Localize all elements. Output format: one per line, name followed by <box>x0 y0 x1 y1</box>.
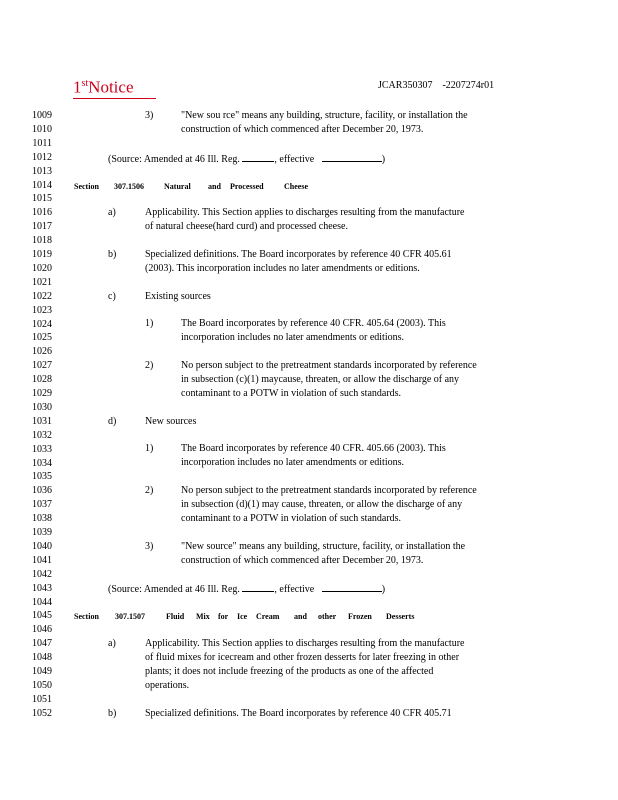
section-heading-word: for <box>218 612 229 621</box>
notice-word: Notice <box>88 77 134 97</box>
line-number: 1030 <box>32 401 52 413</box>
source-prefix: (Source: Amended at 46 Ill. Reg. <box>108 584 240 595</box>
line-number: 1018 <box>32 235 52 247</box>
source-prefix: (Source: Amended at 46 Ill. Reg. <box>108 154 240 165</box>
line-number: 1037 <box>32 499 52 511</box>
line-number: 1035 <box>32 471 52 483</box>
line-number: 1022 <box>32 290 52 302</box>
blank-field <box>322 152 382 162</box>
section-heading-word: Frozen <box>348 612 372 621</box>
text-line: construction of which commenced after December 20, 1973. <box>181 555 424 566</box>
line-number: 1023 <box>32 304 52 316</box>
text-line: in subsection (c)(1) maycause, threaten, or allow the discharge of any <box>181 374 460 385</box>
section-heading-word: Natural <box>164 182 191 191</box>
line-number: 1032 <box>32 429 52 441</box>
document-reference: JCAR350307 -2207274r01 <box>378 80 495 91</box>
section-heading-word: Ice <box>237 612 248 621</box>
line-number: 1049 <box>32 666 52 677</box>
text-line: Specialized definitions. The Board incorporates by reference 40 CFR 405.61 <box>145 249 452 260</box>
line-number: 1029 <box>32 388 52 399</box>
blank-field <box>242 582 274 592</box>
line-number: 1045 <box>32 610 52 622</box>
item-label: 3) <box>145 541 154 552</box>
text-line: construction of which commenced after December 20, 1973. <box>181 124 424 135</box>
line-number: 1048 <box>32 652 52 664</box>
section-heading-word: Mix <box>196 612 210 621</box>
line-number: 1033 <box>32 443 52 455</box>
text-line: Applicability. This Section applies to discharges resulting from the manufacture <box>145 207 465 218</box>
text-line: "New sou rce" means any building, structure, facility, or installation the <box>181 110 468 121</box>
line-number: 1043 <box>32 582 52 594</box>
text-line: incorporation includes no later amendments or editions. <box>181 457 404 468</box>
item-label: a) <box>108 207 116 218</box>
source-close: ) <box>381 584 386 595</box>
line-number: 1020 <box>32 262 52 274</box>
item-label: c) <box>108 291 116 302</box>
line-number: 1025 <box>32 332 52 344</box>
line-number: 1014 <box>32 179 52 191</box>
line-number: 1039 <box>32 527 52 538</box>
section-heading-word: Desserts <box>386 612 415 621</box>
text-line: "New source" means any building, structure, facility, or installation the <box>181 541 466 552</box>
source-effective: , effective <box>274 154 315 165</box>
section-heading-word: Section <box>74 182 99 191</box>
section-heading-word: Cheese <box>284 182 308 191</box>
section-heading-word: Section <box>74 612 99 621</box>
line-number: 1052 <box>32 707 52 719</box>
line-number: 1028 <box>32 374 52 386</box>
item-label: 1) <box>145 443 154 454</box>
line-number: 1026 <box>32 346 52 358</box>
line-number: 1013 <box>32 165 52 177</box>
text-line: incorporation includes no later amendments or editions. <box>181 332 404 343</box>
section-number: 307.1507 <box>115 612 145 621</box>
text-line: contaminant to a POTW in violation of such standards. <box>181 388 402 399</box>
line-number: 1019 <box>32 249 52 260</box>
line-number: 1010 <box>32 123 52 135</box>
source-close: ) <box>381 154 386 165</box>
text-line: No person subject to the pretreatment standards incorporated by reference <box>181 360 477 371</box>
line-number: 1041 <box>32 554 52 566</box>
line-number: 1015 <box>32 193 52 205</box>
line-number: 1042 <box>32 568 52 580</box>
line-number: 1051 <box>32 693 52 705</box>
line-number: 1016 <box>32 207 52 219</box>
text-line: No person subject to the pretreatment standards incorporated by reference <box>181 485 477 496</box>
text-line: Specialized definitions. The Board incorporates by reference 40 CFR 405.71 <box>145 708 452 719</box>
section-heading-word: Processed <box>230 182 264 191</box>
text-line: contaminant to a POTW in violation of such standards. <box>181 513 402 524</box>
line-number: 1050 <box>32 679 52 691</box>
line-number: 1038 <box>32 513 52 525</box>
line-number: 1027 <box>32 360 52 372</box>
item-label: 2) <box>145 360 154 371</box>
text-line: plants; it does not include freezing of the products as one of the affected <box>145 666 434 677</box>
text-line: The Board incorporates by reference 40 CFR. 405.66 (2003). This <box>181 443 446 454</box>
item-label: 3) <box>145 110 154 121</box>
line-number: 1047 <box>32 638 52 650</box>
section-heading-word: Fluid <box>166 612 185 621</box>
section-heading-word: Cream <box>256 612 280 621</box>
line-number: 1036 <box>32 485 52 497</box>
line-number: 1044 <box>32 596 52 608</box>
line-number: 1012 <box>32 151 52 163</box>
line-number: 1011 <box>32 137 52 149</box>
text-line: Existing sources <box>145 291 211 302</box>
source-note <box>108 152 385 165</box>
line-number: 1017 <box>32 221 52 233</box>
section-heading-word: and <box>208 182 221 191</box>
item-label: d) <box>108 416 117 427</box>
notice-suffix: st <box>81 78 89 89</box>
item-label: b) <box>108 708 117 719</box>
blank-field <box>322 582 382 592</box>
text-line: of fluid mixes for icecream and other frozen desserts for later freezing in other <box>145 652 460 663</box>
notice-title <box>73 74 156 99</box>
line-number: 1034 <box>32 457 52 469</box>
item-label: 1) <box>145 318 154 329</box>
section-heading-word: other <box>318 612 337 621</box>
item-label: 2) <box>145 485 154 496</box>
line-number: 1009 <box>32 110 52 121</box>
source-note <box>108 582 385 595</box>
text-line: The Board incorporates by reference 40 CFR. 405.64 (2003). This <box>181 318 446 329</box>
line-number: 1021 <box>32 276 52 288</box>
text-line: (2003). This incorporation includes no later amendments or editions. <box>145 263 420 274</box>
text-line: in subsection (d)(1) may cause, threaten, or allow the discharge of any <box>181 499 463 510</box>
item-label: a) <box>108 638 116 649</box>
line-number: 1031 <box>32 415 52 427</box>
notice-number: 1 <box>73 77 82 97</box>
text-line: of natural cheese(hard curd) and processed cheese. <box>145 221 348 232</box>
section-heading-word: and <box>294 612 307 621</box>
section-number: 307.1506 <box>114 182 144 191</box>
source-effective: , effective <box>274 584 315 595</box>
line-number: 1046 <box>32 624 52 636</box>
blank-field <box>242 152 274 162</box>
item-label: b) <box>108 249 117 260</box>
text-line: Applicability. This Section applies to discharges resulting from the manufacture <box>145 638 465 649</box>
text-line: operations. <box>145 680 190 691</box>
line-number: 1024 <box>32 318 52 330</box>
text-line: New sources <box>145 416 197 427</box>
line-number: 1040 <box>32 540 52 552</box>
